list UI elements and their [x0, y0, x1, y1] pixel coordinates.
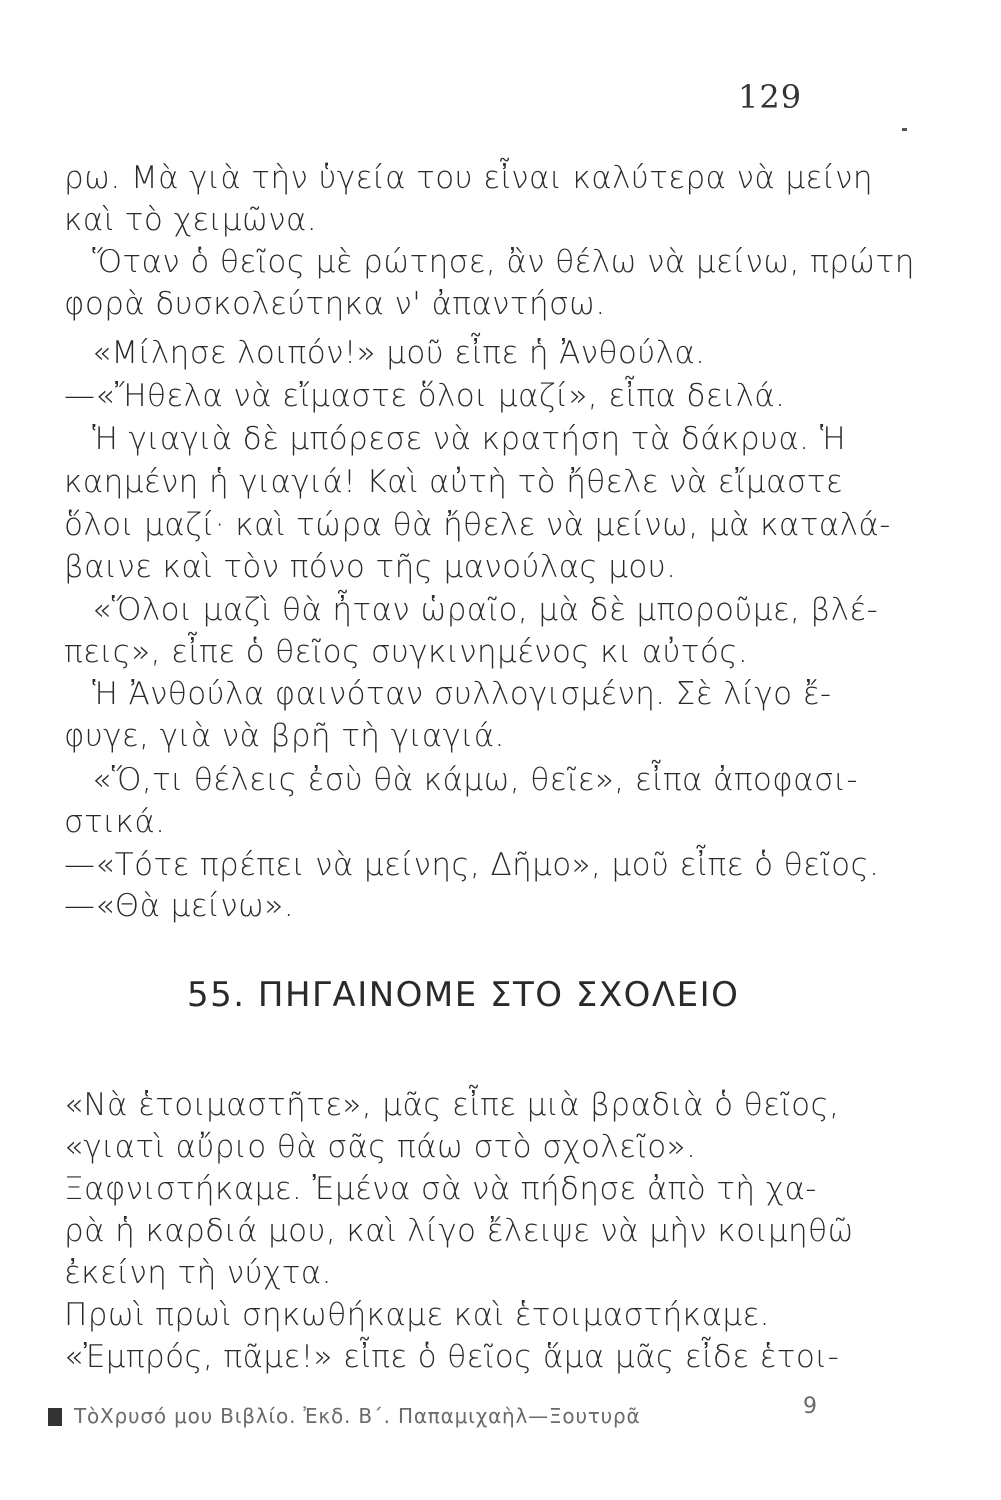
- text-line: «Νὰ ἑτοιμαστῆτε», μᾶς εἶπε μιὰ βραδιὰ ὁ θεῖος,: [64, 1087, 840, 1123]
- text-line: Ὅταν ὁ θεῖος μὲ ρώτησε, ἂν θέλω νὰ μείνω, πρώτη: [92, 244, 915, 280]
- text-line: φορὰ δυσκολεύτηκα ν' ἀπαντήσω.: [64, 286, 606, 322]
- text-line: —«Ἤθελα νὰ εἴμαστε ὅλοι μαζί», εἶπα δειλά.: [64, 378, 786, 414]
- text-line: ρω. Μὰ γιὰ τὴν ὑγεία του εἶναι καλύτερα νὰ μείνη: [64, 160, 873, 196]
- publisher-mark-icon: [48, 1408, 62, 1426]
- text-line: ρὰ ἡ καρδιά μου, καὶ λίγο ἔλειψε νὰ μὴν κοιμηθῶ: [64, 1213, 854, 1249]
- signature-mark: 9: [803, 1394, 817, 1419]
- text-line: «Ὅλοι μαζὶ θὰ ἦταν ὡραῖο, μὰ δὲ μποροῦμε, βλέ-: [92, 592, 879, 628]
- text-line: «Ὅ,τι θέλεις ἐσὺ θὰ κάμω, θεῖε», εἶπα ἀποφασι-: [92, 762, 859, 798]
- text-line: ἐκείνη τὴ νύχτα.: [64, 1255, 332, 1291]
- page-number: 129: [738, 78, 803, 116]
- text-line: «Μίλησε λοιπόν!» μοῦ εἶπε ἡ Ἀνθούλα.: [92, 335, 706, 371]
- text-line: Ἡ Ἀνθούλα φαινόταν συλλογισμένη. Σὲ λίγο ἔ-: [92, 676, 832, 712]
- text-line: φυγε, γιὰ νὰ βρῆ τὴ γιαγιά.: [64, 718, 505, 754]
- text-line: καὶ τὸ χειμῶνα.: [64, 202, 318, 238]
- text-line: βαινε καὶ τὸν πόνο τῆς μανούλας μου.: [64, 549, 677, 585]
- text-line: πεις», εἶπε ὁ θεῖος συγκινημένος κι αὐτός.: [64, 634, 749, 670]
- text-line: «Ἐμπρός, πᾶμε!» εἶπε ὁ θεῖος ἅμα μᾶς εἶδε ἑτοι-: [64, 1339, 840, 1375]
- text-line: Ξαφνιστήκαμε. Ἐμένα σὰ νὰ πήδησε ἀπὸ τὴ χα-: [64, 1171, 817, 1207]
- chapter-title: 55. ΠΗΓΑΙΝΟΜΕ ΣΤΟ ΣΧΟΛΕΙΟ: [187, 975, 740, 1015]
- text-line: «γιατὶ αὔριο θὰ σᾶς πάω στὸ σχολεῖο».: [64, 1129, 697, 1165]
- page-footer: [48, 1394, 918, 1440]
- text-line: Πρωὶ πρωὶ σηκωθήκαμε καὶ ἑτοιμαστήκαμε.: [64, 1297, 770, 1333]
- text-line: ὅλοι μαζί· καὶ τώρα θὰ ἤθελε νὰ μείνω, μὰ καταλά-: [64, 507, 891, 543]
- text-line: —«Θὰ μείνω».: [64, 888, 295, 924]
- footer-imprint: ΤὸΧρυσό μου Βιβλίο. Ἐκδ. Β΄. Παπαμιχαὴλ—Ξουτυρᾶ: [74, 1404, 641, 1428]
- text-line: καημένη ἡ γιαγιά! Καὶ αὐτὴ τὸ ἤθελε νὰ εἴμαστε: [64, 464, 844, 500]
- text-line: στικά.: [64, 804, 166, 840]
- text-line: —«Τότε πρέπει νὰ μείνης, Δῆμο», μοῦ εἶπε ὁ θεῖος.: [64, 847, 880, 883]
- text-line: Ἡ γιαγιὰ δὲ μπόρεσε νὰ κρατήση τὰ δάκρυα. Ἡ: [92, 421, 846, 457]
- corner-mark: [902, 128, 907, 131]
